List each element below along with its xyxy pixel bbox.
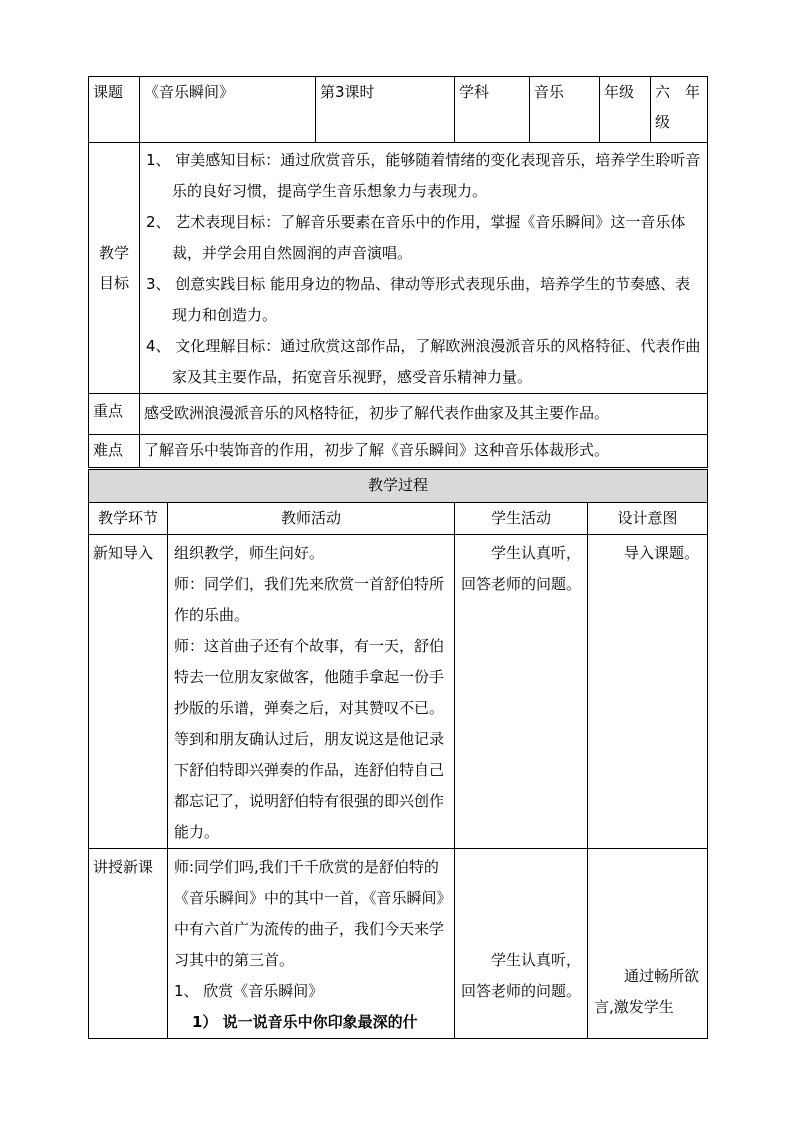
objectives-label — [89, 143, 140, 394]
objective-item: 1、 审美感知目标：通过欣赏音乐，能够随着情绪的变化表现音乐，培养学生聆听音乐的良好习惯，提高学生音乐想象力与表现力。 — [146, 151, 701, 200]
design-intent-cell: 通过畅所欲言,激发学生 — [588, 849, 708, 1039]
teacher-activity-cell — [168, 535, 455, 849]
teacher-paragraph: 师:同学们吗,我们千千欣赏的是舒伯特的《音乐瞬间》中的其中一首，《音乐瞬间》中有六首广为流传的曲子，我们今天来学习其中的第三首。 — [174, 858, 445, 969]
column-header-student: 学生活动 — [455, 503, 588, 535]
teacher-paragraph: 师：同学们，我们先来欣赏一首舒伯特所作的乐曲。 — [174, 575, 445, 624]
design-intent-cell: 导入课题。 — [588, 535, 708, 849]
teacher-paragraph: 组织教学，师生问好。 — [174, 544, 325, 562]
subject-value: 音乐 — [530, 77, 600, 143]
teacher-substep: 1） 说一说音乐中你印象最深的什 — [192, 1013, 418, 1031]
objective-item: 2、 艺术表现目标：了解音乐要素在音乐中的作用，掌握《音乐瞬间》这一音乐体裁，并学会用自然圆润的声音演唱。 — [146, 213, 686, 262]
objective-item: 3、 创意实践目标 能用身边的物品、律动等形式表现乐曲，培养学生的节奏感、表现力和创造力。 — [146, 275, 691, 324]
key-point-label: 重点 — [89, 394, 140, 435]
topic-label: 课题 — [89, 77, 140, 143]
objective-item: 4、 文化理解目标：通过欣赏这部作品，了解欧洲浪漫派音乐的风格特征、代表作曲家及其主要作品，拓宽音乐视野，感受音乐精神力量。 — [146, 337, 701, 386]
table-row — [89, 849, 708, 1039]
teacher-activity-cell — [168, 849, 455, 1039]
student-activity-cell: 学生认真听，回答老师的问题。 — [455, 849, 588, 1039]
grade-label: 年级 — [600, 77, 651, 143]
process-title: 教学过程 — [89, 470, 708, 503]
difficulty-text: 了解音乐中装饰音的作用，初步了解《音乐瞬间》这种音乐体裁形式。 — [140, 435, 708, 468]
student-activity-cell: 学生认真听，回答老师的问题。 — [455, 535, 588, 849]
grade-value-line-1: 六 年 — [655, 83, 701, 101]
grade-value-line-2: 级 — [655, 113, 671, 131]
lesson-info-table — [88, 76, 708, 468]
stage-cell: 新知导入 — [89, 535, 168, 849]
teaching-process-table — [88, 469, 708, 1039]
stage-cell: 讲授新课 — [89, 849, 168, 1039]
column-header-stage: 教学环节 — [89, 503, 168, 535]
objectives-list — [140, 143, 708, 394]
period-value: 第3课时 — [316, 77, 455, 143]
column-header-intent: 设计意图 — [588, 503, 708, 535]
subject-label: 学科 — [455, 77, 530, 143]
column-header-teacher: 教师活动 — [168, 503, 455, 535]
topic-value: 《音乐瞬间》 — [140, 77, 316, 143]
table-row — [89, 535, 708, 849]
key-point-text: 感受欧洲浪漫派音乐的风格特征，初步了解代表作曲家及其主要作品。 — [140, 394, 708, 435]
teacher-step: 1、 欣赏《音乐瞬间》 — [174, 982, 324, 1000]
objectives-label-line-1: 教学 — [98, 244, 129, 262]
grade-value — [651, 77, 708, 143]
teacher-paragraph: 师：这首曲子还有个故事，有一天，舒伯特去一位朋友家做客，他随手拿起一份手抄版的乐谱，弹奏之后，对其赞叹不已。等到和朋友确认过后，朋友说这是他记录下舒伯特即兴弹奏的作品，连舒伯特自己都忘记了，说明舒伯特有很强的即兴创作能力。 — [174, 637, 445, 841]
objectives-label-line-2: 目标 — [98, 274, 129, 292]
difficulty-label: 难点 — [89, 435, 140, 468]
